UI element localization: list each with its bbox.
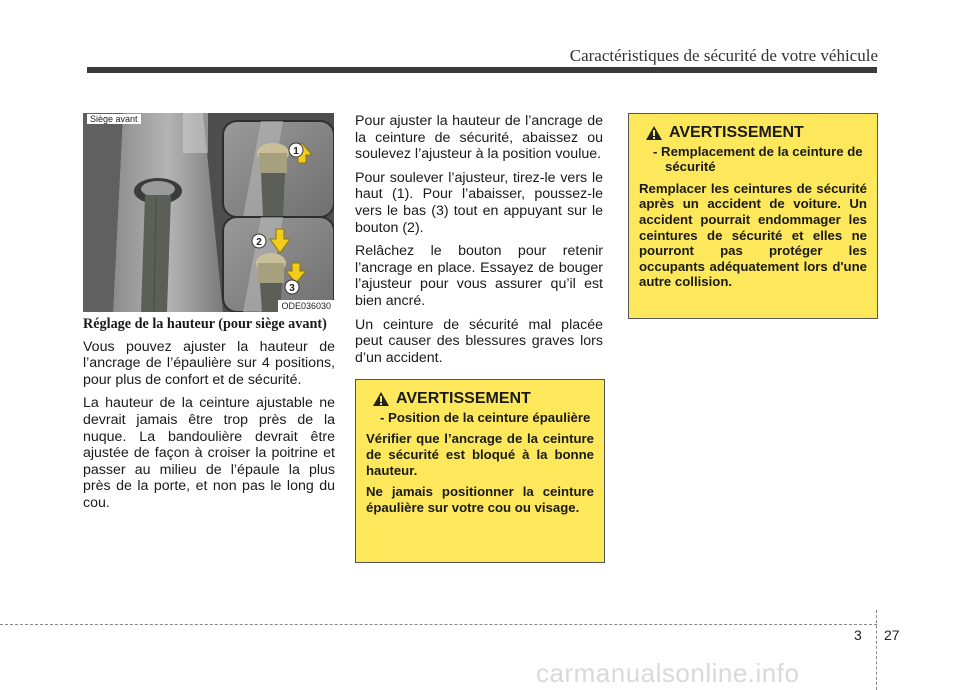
page-number: 27 [884,627,900,643]
warning-text: Ne jamais positionner la ceinture épaulière sur votre cou ou visage. [366,484,594,515]
warning-text: Vérifier que l’ancrage de la ceinture de sécurité est bloqué à la bonne hauteur. [366,431,594,478]
paragraph: Pour ajuster la hauteur de l’ancrage de la ceinture de sécurité, abaissez ou soulevez l’ajusteur à la position voulue. [355,113,603,163]
warning-box-belt-replacement [628,113,878,319]
warning-title: AVERTISSEMENT [669,124,804,141]
warning-box-belt-position [355,379,605,563]
warning-title: AVERTISSEMENT [396,390,531,407]
warning-subtitle: - Remplacement de la ceinture de sécurité [653,144,863,175]
footer-rule [0,624,877,625]
callout-1: 1 [293,146,299,157]
callout-3: 3 [289,283,295,294]
column-middle [355,113,603,373]
warning-triangle-icon [372,391,390,407]
paragraph: La hauteur de la ceinture ajustable ne devrait jamais être trop près de la nuque. La bandoulière devrait être ajustée de façon à croiser la poitrine et passer au milieu de l’épaule la plus près de la porte, et non pas le long du cou. [83,395,335,511]
page-header-title: Caractéristiques de sécurité de votre véhicule [569,46,878,65]
paragraph: Un ceinture de sécurité mal placée peut causer des blessures graves lors d’un accident. [355,316,603,366]
chapter-number: 3 [854,627,862,643]
paragraph: Pour soulever l’ajusteur, tirez-le vers le haut (1). Pour l’abaisser, poussez-le vers le bas (3) tout en appuyant sur le bouton (2). [355,169,603,236]
seatbelt-illustration [83,113,334,312]
paragraph: Relâchez le bouton pour retenir l’ancrage en place. Essayez de bouger l’ajusteur pour vous assurer qu’il est bien ancré. [355,243,603,309]
warning-text: Remplacer les ceintures de sécurité après un accident de voiture. Un accident pourrait endommager les ceintures de sécurité et elles ne pourront pas protéger les occupants adéquatement lors d'une autre collision. [639,180,867,290]
figure-caption: Siège avant [87,114,141,124]
warning-triangle-icon [645,125,663,141]
footer-divider [876,610,877,690]
watermark: carmanualsonline.info [536,658,800,688]
seatbelt-figure [83,113,334,312]
warning-subtitle: - Position de la ceinture épaulière [380,410,591,425]
column-left [83,316,335,519]
warning-heading [645,124,867,142]
section-subheading: Réglage de la hauteur (pour siège avant) [83,316,327,332]
warning-heading [372,390,594,408]
paragraph: Vous pouvez ajuster la hauteur de l’ancrage de l’épaulière sur 4 positions, pour plus de confort et de sécurité. [83,338,335,388]
header-rule [87,67,877,73]
figure-code: ODE036030 [278,300,334,312]
callout-2: 2 [256,237,262,248]
